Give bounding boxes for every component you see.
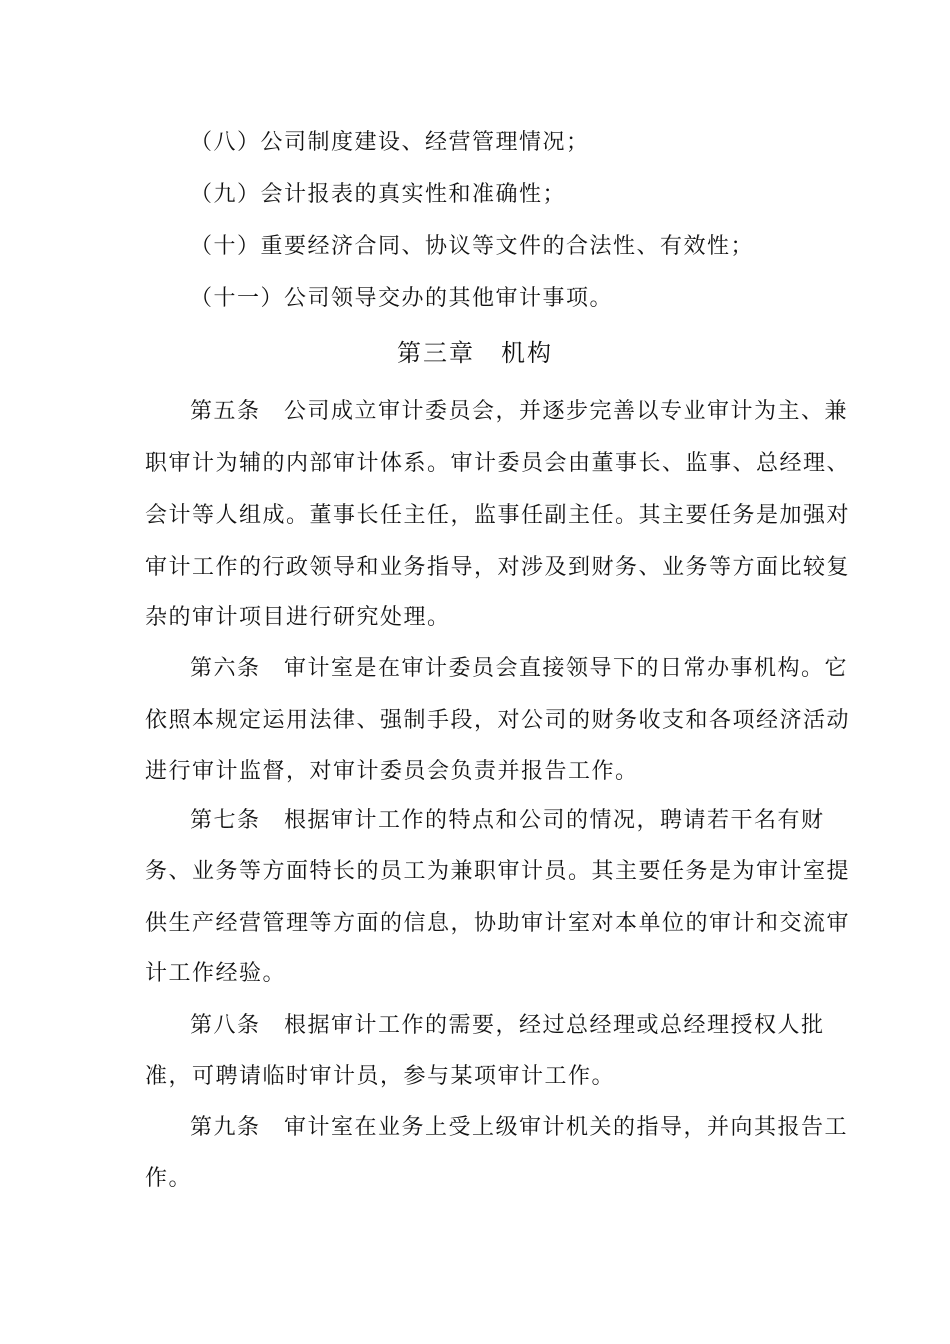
list-item: （八）公司制度建设、经营管理情况； xyxy=(190,130,603,155)
chapter-title: 第三章 机构 xyxy=(397,339,553,367)
article-line: 依照本规定运用法律、强制手段，对公司的财务收支和各项经济活动 xyxy=(145,708,851,733)
article-line: 作。 xyxy=(145,1166,205,1191)
article-line: 会计等人组成。董事长任主任，监事任副主任。其主要任务是加强对 xyxy=(145,503,851,528)
article-line: 计工作经验。 xyxy=(145,961,299,986)
article-line: 第五条 公司成立审计委员会，并逐步完善以专业审计为主、兼 xyxy=(190,399,849,424)
list-item: （九）会计报表的真实性和准确性； xyxy=(190,182,579,207)
article-line: 第七条 根据审计工作的特点和公司的情况，聘请若干名有财 xyxy=(190,808,825,833)
article-line: 供生产经营管理等方面的信息，协助审计室对本单位的审计和交流审 xyxy=(145,911,851,936)
article-line: 准，可聘请临时审计员，参与某项审计工作。 xyxy=(145,1064,628,1089)
article-line: 务、业务等方面特长的员工为兼职审计员。其主要任务是为审计室提 xyxy=(145,859,851,884)
article-line: 职审计为辅的内部审计体系。审计委员会由董事长、监事、总经理、 xyxy=(145,451,851,476)
list-item: （十一）公司领导交办的其他审计事项。 xyxy=(190,286,626,311)
list-item: （十）重要经济合同、协议等文件的合法性、有效性； xyxy=(190,234,767,259)
article-line: 第九条 审计室在业务上受上级审计机关的指导，并向其报告工 xyxy=(190,1115,849,1140)
article-line: 第八条 根据审计工作的需要，经过总经理或总经理授权人批 xyxy=(190,1013,825,1038)
article-line: 审计工作的行政领导和业务指导，对涉及到财务、业务等方面比较复 xyxy=(145,555,851,580)
article-line: 第六条 审计室是在审计委员会直接领导下的日常办事机构。它 xyxy=(190,656,849,681)
article-line: 进行审计监督，对审计委员会负责并报告工作。 xyxy=(145,759,639,784)
article-line: 杂的审计项目进行研究处理。 xyxy=(145,605,464,630)
